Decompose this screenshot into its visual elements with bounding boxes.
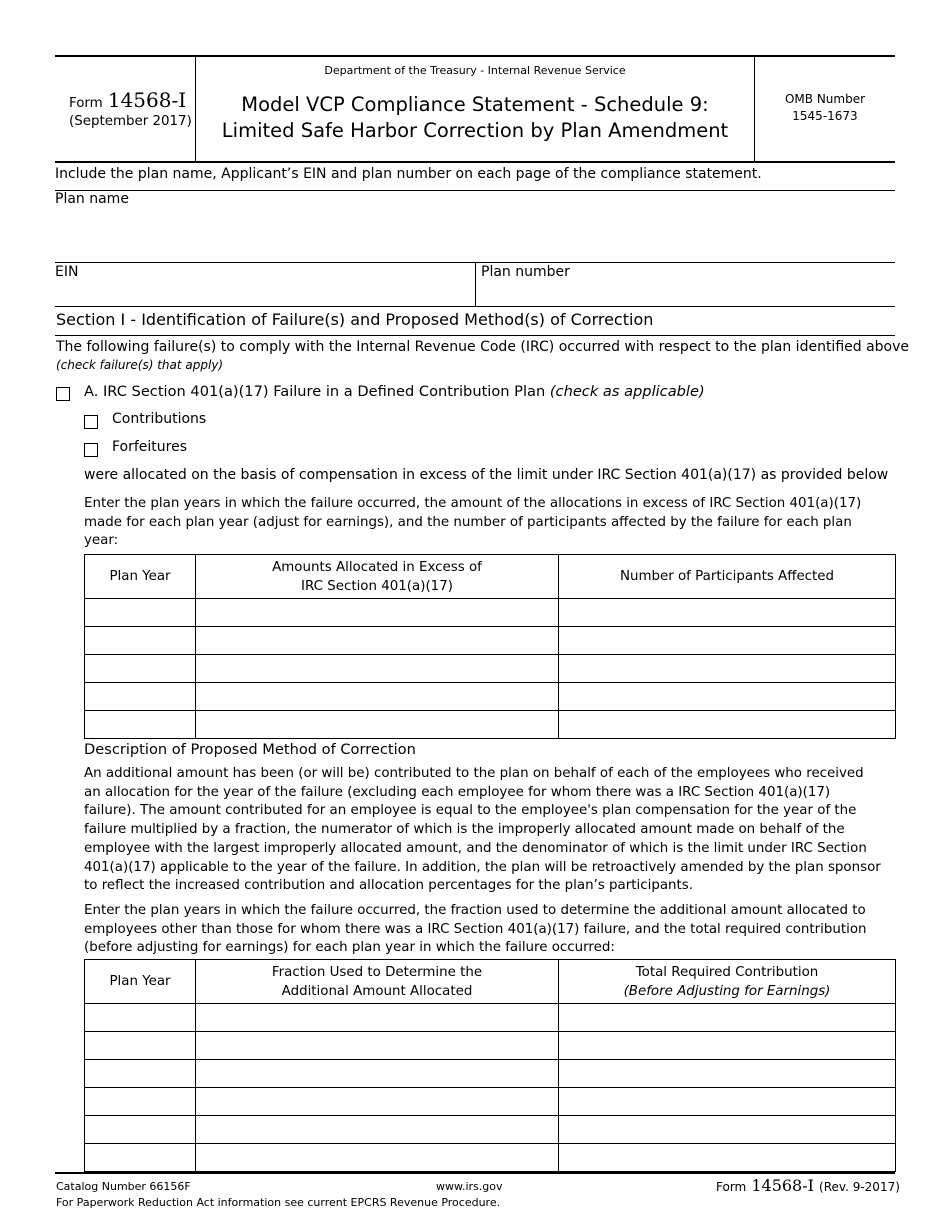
fraction-input[interactable] [196,1122,558,1137]
contribution-input[interactable] [559,1010,895,1025]
form-date: (September 2017) [69,114,192,129]
table2-intro [84,902,867,958]
table-cell [196,1144,559,1172]
plan-year-input[interactable] [85,1094,195,1109]
correction-description [84,765,881,896]
table-cell [559,599,896,627]
instructions-text: Include the plan name, Applicant’s EIN and plan number on each page of the compliance statement. [55,166,762,182]
table-cell [196,1116,559,1144]
col-fraction-used [196,960,559,1004]
plan-year-input[interactable] [85,633,195,648]
table-cell [559,683,896,711]
table-cell [85,1032,196,1060]
table-row [85,1060,896,1088]
contributions-checkbox[interactable] [84,415,98,429]
contribution-input[interactable] [559,1066,895,1081]
amount-input[interactable] [196,689,558,704]
table-cell [196,627,559,655]
table1-intro-line: made for each plan year (adjust for earnings), and the number of participants affected by the failure for each plan [84,514,852,530]
footer-revision: (Rev. 9-2017) [819,1180,900,1194]
plan-number-input[interactable] [478,284,894,306]
table-cell [85,1088,196,1116]
failure-a-label-row [84,383,705,400]
amount-input[interactable] [196,605,558,620]
table-cell [559,1116,896,1144]
participants-input[interactable] [559,689,895,704]
table-header-row [85,555,896,599]
form-title-line2: Limited Safe Harbor Correction by Plan Amendment [221,119,729,142]
col-plan-year: Plan Year [85,960,196,1004]
correction-line: failure). The amount contributed for an employee is equal to the employee's plan compensation for the year of the [84,803,857,819]
table-cell [85,627,196,655]
fraction-input[interactable] [196,1066,558,1081]
table-row [85,1088,896,1116]
table2-intro-line: (before adjusting for earnings) for each plan year in which the failure occurred: [84,940,615,956]
plan-year-input[interactable] [85,605,195,620]
table1-intro-line: Enter the plan years in which the failure occurred, the amount of the allocations in excess of IRC Section 401(a)(17) [84,496,862,511]
table-cell [196,711,559,739]
col-plan-year: Plan Year [85,555,196,599]
header-top-rule [55,55,895,57]
failure-a-note: (check as applicable) [549,383,705,400]
table-cell [196,1060,559,1088]
correction-line: failure multiplied by a fraction, the numerator of which is the improperly allocated amount made on behalf of the [84,822,845,838]
col-total-required-l2: (Before Adjusting for Earnings) [623,983,831,999]
forfeitures-checkbox[interactable] [84,443,98,457]
rule-ein [55,306,895,307]
table-cell [196,683,559,711]
plan-year-input[interactable] [85,1038,195,1053]
failure-a-checkbox[interactable] [56,387,70,401]
table-cell [559,711,896,739]
table-cell [559,655,896,683]
table-row [85,1004,896,1032]
plan-year-input[interactable] [85,1122,195,1137]
table-cell [196,1032,559,1060]
correction-heading: Description of Proposed Method of Correction [84,741,416,758]
table-cell [85,1116,196,1144]
ein-label: EIN [55,264,79,280]
correction-line: to reflect the increased contribution and allocation percentages for the plan’s participants. [84,878,693,894]
table-cell [85,1144,196,1172]
plan-name-label: Plan name [55,191,129,207]
fraction-input[interactable] [196,1038,558,1053]
participants-input[interactable] [559,605,895,620]
participants-input[interactable] [559,717,895,732]
table-row [85,711,896,739]
table-cell [85,1004,196,1032]
rule-section1 [55,335,895,336]
failure-a-label: A. IRC Section 401(a)(17) Failure in a Defined Contribution Plan [84,383,546,400]
amount-input[interactable] [196,661,558,676]
table-cell [559,627,896,655]
section1-heading: Section I - Identification of Failure(s) and Proposed Method(s) of Correction [56,310,654,329]
correction-line: employee with the largest improperly allocated amount, and the denominator of which is the limit under IRC Section [84,840,867,856]
omb-label: OMB Number [784,92,866,106]
table-cell [196,655,559,683]
forfeitures-label: Forfeitures [112,439,188,455]
form-number: 14568-I [107,88,187,112]
form-label: Form [69,96,103,111]
section1-intro-note: (check failure(s) that apply) [56,358,224,372]
contributions-label: Contributions [112,411,207,427]
ein-plan-number-divider [475,262,476,307]
plan-year-input[interactable] [85,1150,195,1165]
participants-input[interactable] [559,633,895,648]
table-cell [196,599,559,627]
table2-intro-line: employees other than those for whom there was a IRC Section 401(a)(17) failure, and the total required contribution [84,921,867,937]
table-header-row [85,960,896,1004]
ein-input[interactable] [55,284,473,306]
table-row [85,1144,896,1172]
col-amounts-allocated-l1: Amounts Allocated in Excess of [272,559,482,575]
plan-year-input[interactable] [85,661,195,676]
col-amounts-allocated-l2: IRC Section 401(a)(17) [301,578,453,594]
catalog-number: Catalog Number 66156F [56,1180,191,1193]
contribution-input[interactable] [559,1038,895,1053]
amount-input[interactable] [196,633,558,648]
col-participants-affected: Number of Participants Affected [559,555,896,599]
section1-intro: The following failure(s) to comply with the Internal Revenue Code (IRC) occurred with respect to the plan identified above [56,339,910,355]
table-row [85,627,896,655]
table-cell [559,1144,896,1172]
table-cell [559,1004,896,1032]
form-title-line1: Model VCP Compliance Statement - Schedule 9: [241,93,709,116]
contribution-input[interactable] [559,1094,895,1109]
footer-form-label: Form [716,1180,747,1194]
plan-name-input[interactable] [55,212,895,260]
omb-number: 1545-1673 [792,109,858,123]
fraction-input[interactable] [196,1150,558,1165]
allocated-text: were allocated on the basis of compensation in excess of the limit under IRC Section 401(a)(17) as provided below [84,467,889,483]
col-total-required-contribution [559,960,896,1004]
required-contribution-table [84,959,896,1172]
table-cell [196,1088,559,1116]
participants-input[interactable] [559,661,895,676]
footer-rule [55,1172,895,1174]
table-row [85,599,896,627]
plan-year-input[interactable] [85,1010,195,1025]
amount-input[interactable] [196,717,558,732]
fraction-input[interactable] [196,1010,558,1025]
table-row [85,1116,896,1144]
table-cell [559,1032,896,1060]
table1-intro [84,495,861,551]
table-cell [85,655,196,683]
table1-intro-line: year: [84,533,119,549]
table-cell [85,599,196,627]
paperwork-notice: For Paperwork Reduction Act information see current EPCRS Revenue Procedure. [56,1196,501,1209]
correction-line: 401(a)(17) applicable to the year of the failure. In addition, the plan will be retroactively amended by the plan sponsor [84,859,881,875]
rule-instructions [55,190,895,191]
plan-year-input[interactable] [85,689,195,704]
footer-form-id [716,1176,900,1195]
footer-form-number: 14568-I [751,1176,814,1195]
table-row [85,655,896,683]
plan-number-label: Plan number [481,264,570,280]
table-cell [559,1088,896,1116]
plan-year-input[interactable] [85,1066,195,1081]
col-amounts-allocated [196,555,559,599]
table-cell [85,711,196,739]
form-id [69,88,186,112]
col-total-required-l1: Total Required Contribution [635,964,819,980]
table-cell [196,1004,559,1032]
table-cell [85,683,196,711]
irs-website-link[interactable]: www.irs.gov [436,1180,503,1193]
col-fraction-used-l2: Additional Amount Allocated [281,983,473,999]
contribution-input[interactable] [559,1150,895,1165]
table-row [85,1032,896,1060]
col-fraction-used-l1: Fraction Used to Determine the [271,964,483,980]
table2-intro-line: Enter the plan years in which the failure occurred, the fraction used to determine the additional amount allocated to [84,903,866,918]
correction-line: An additional amount has been (or will be) contributed to the plan on behalf of each of the employees who received [84,766,864,781]
table-row [85,683,896,711]
table-cell [85,1060,196,1088]
header-bottom-rule [55,161,895,163]
fraction-input[interactable] [196,1094,558,1109]
plan-year-input[interactable] [85,717,195,732]
allocations-table [84,554,896,739]
department-name: Department of the Treasury - Internal Revenue Service [324,64,626,77]
contribution-input[interactable] [559,1122,895,1137]
table-cell [559,1060,896,1088]
correction-line: an allocation for the year of the failure (excluding each employee for whom there was a IRC Section 401(a)(17) [84,784,831,800]
